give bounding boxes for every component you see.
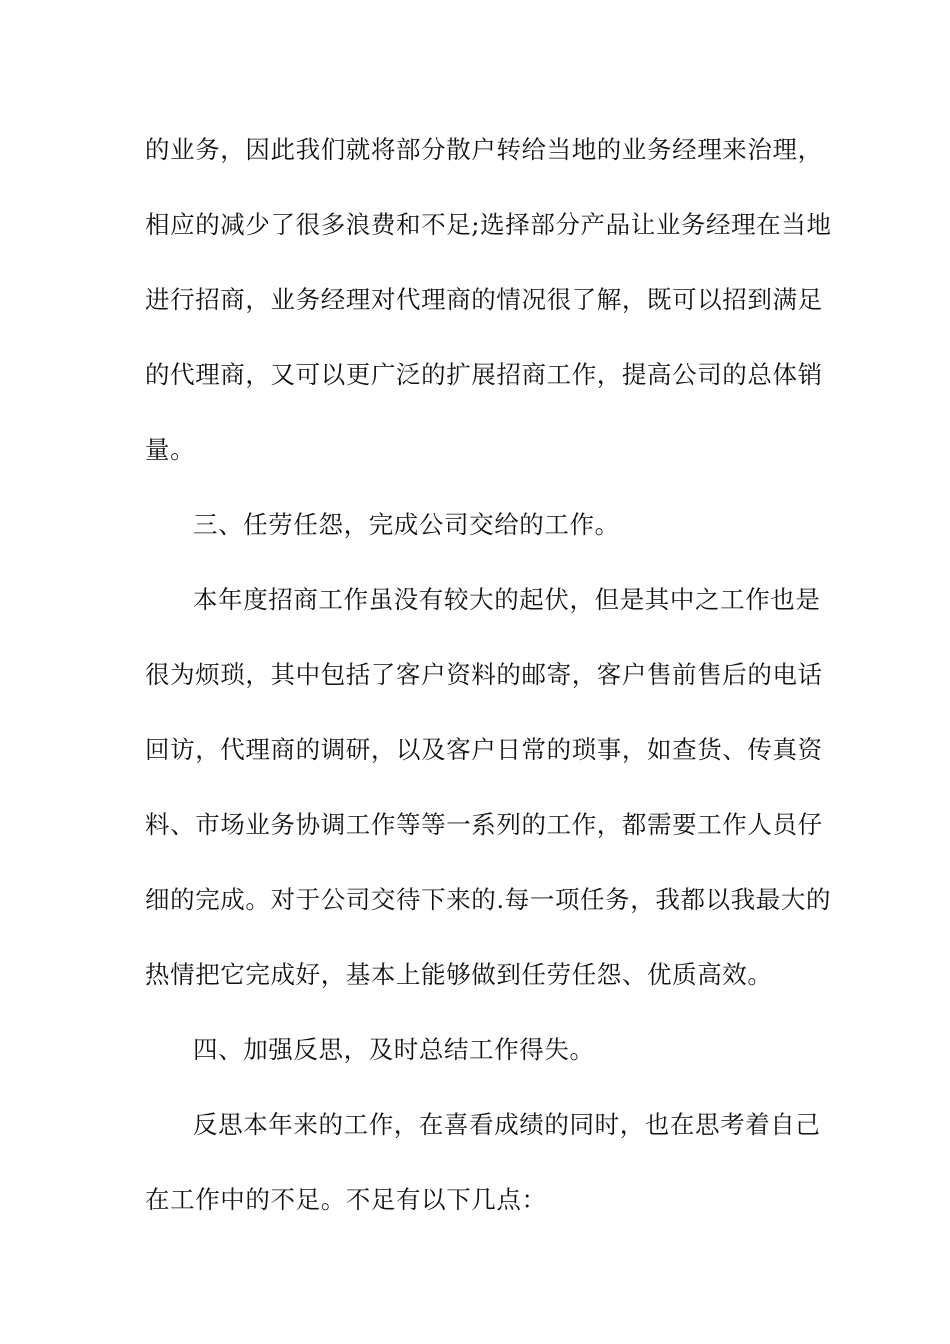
body-text-line: 料、市场业务协调工作等等一系列的工作，都需要工作人员仔 bbox=[145, 810, 823, 839]
paragraph-first-line: 反思本年来的工作，在喜看成绩的同时，也在思考着自己 bbox=[193, 1110, 821, 1139]
body-text-line: 量。 bbox=[145, 435, 196, 464]
body-text-line: 在工作中的不足。不足有以下几点： bbox=[145, 1185, 547, 1214]
body-text-line: 的代理商，又可以更广泛的扩展招商工作，提高公司的总体销 bbox=[145, 360, 823, 389]
body-text-line: 很为烦琐，其中包括了客户资料的邮寄，客户售前售后的电话 bbox=[145, 660, 823, 689]
body-text-line: 回访，代理商的调研，以及客户日常的琐事，如查货、传真资 bbox=[145, 735, 823, 764]
body-text-line: 相应的减少了很多浪费和不足;选择部分产品让业务经理在当地 bbox=[145, 210, 832, 239]
section-heading-3: 三、任劳任怨，完成公司交给的工作。 bbox=[193, 510, 620, 539]
body-text-line: 进行招商，业务经理对代理商的情况很了解，既可以招到满足 bbox=[145, 285, 823, 314]
body-text-line: 热情把它完成好，基本上能够做到任劳任怨、优质高效。 bbox=[145, 960, 773, 989]
body-text-line: 细的完成。对于公司交待下来的.每一项任务，我都以我最大的 bbox=[145, 885, 832, 914]
section-heading-4: 四、加强反思，及时总结工作得失。 bbox=[193, 1035, 595, 1064]
body-text-line: 的业务，因此我们就将部分散户转给当地的业务经理来治理， bbox=[145, 135, 823, 164]
paragraph-first-line: 本年度招商工作虽没有较大的起伏，但是其中之工作也是 bbox=[193, 585, 821, 614]
